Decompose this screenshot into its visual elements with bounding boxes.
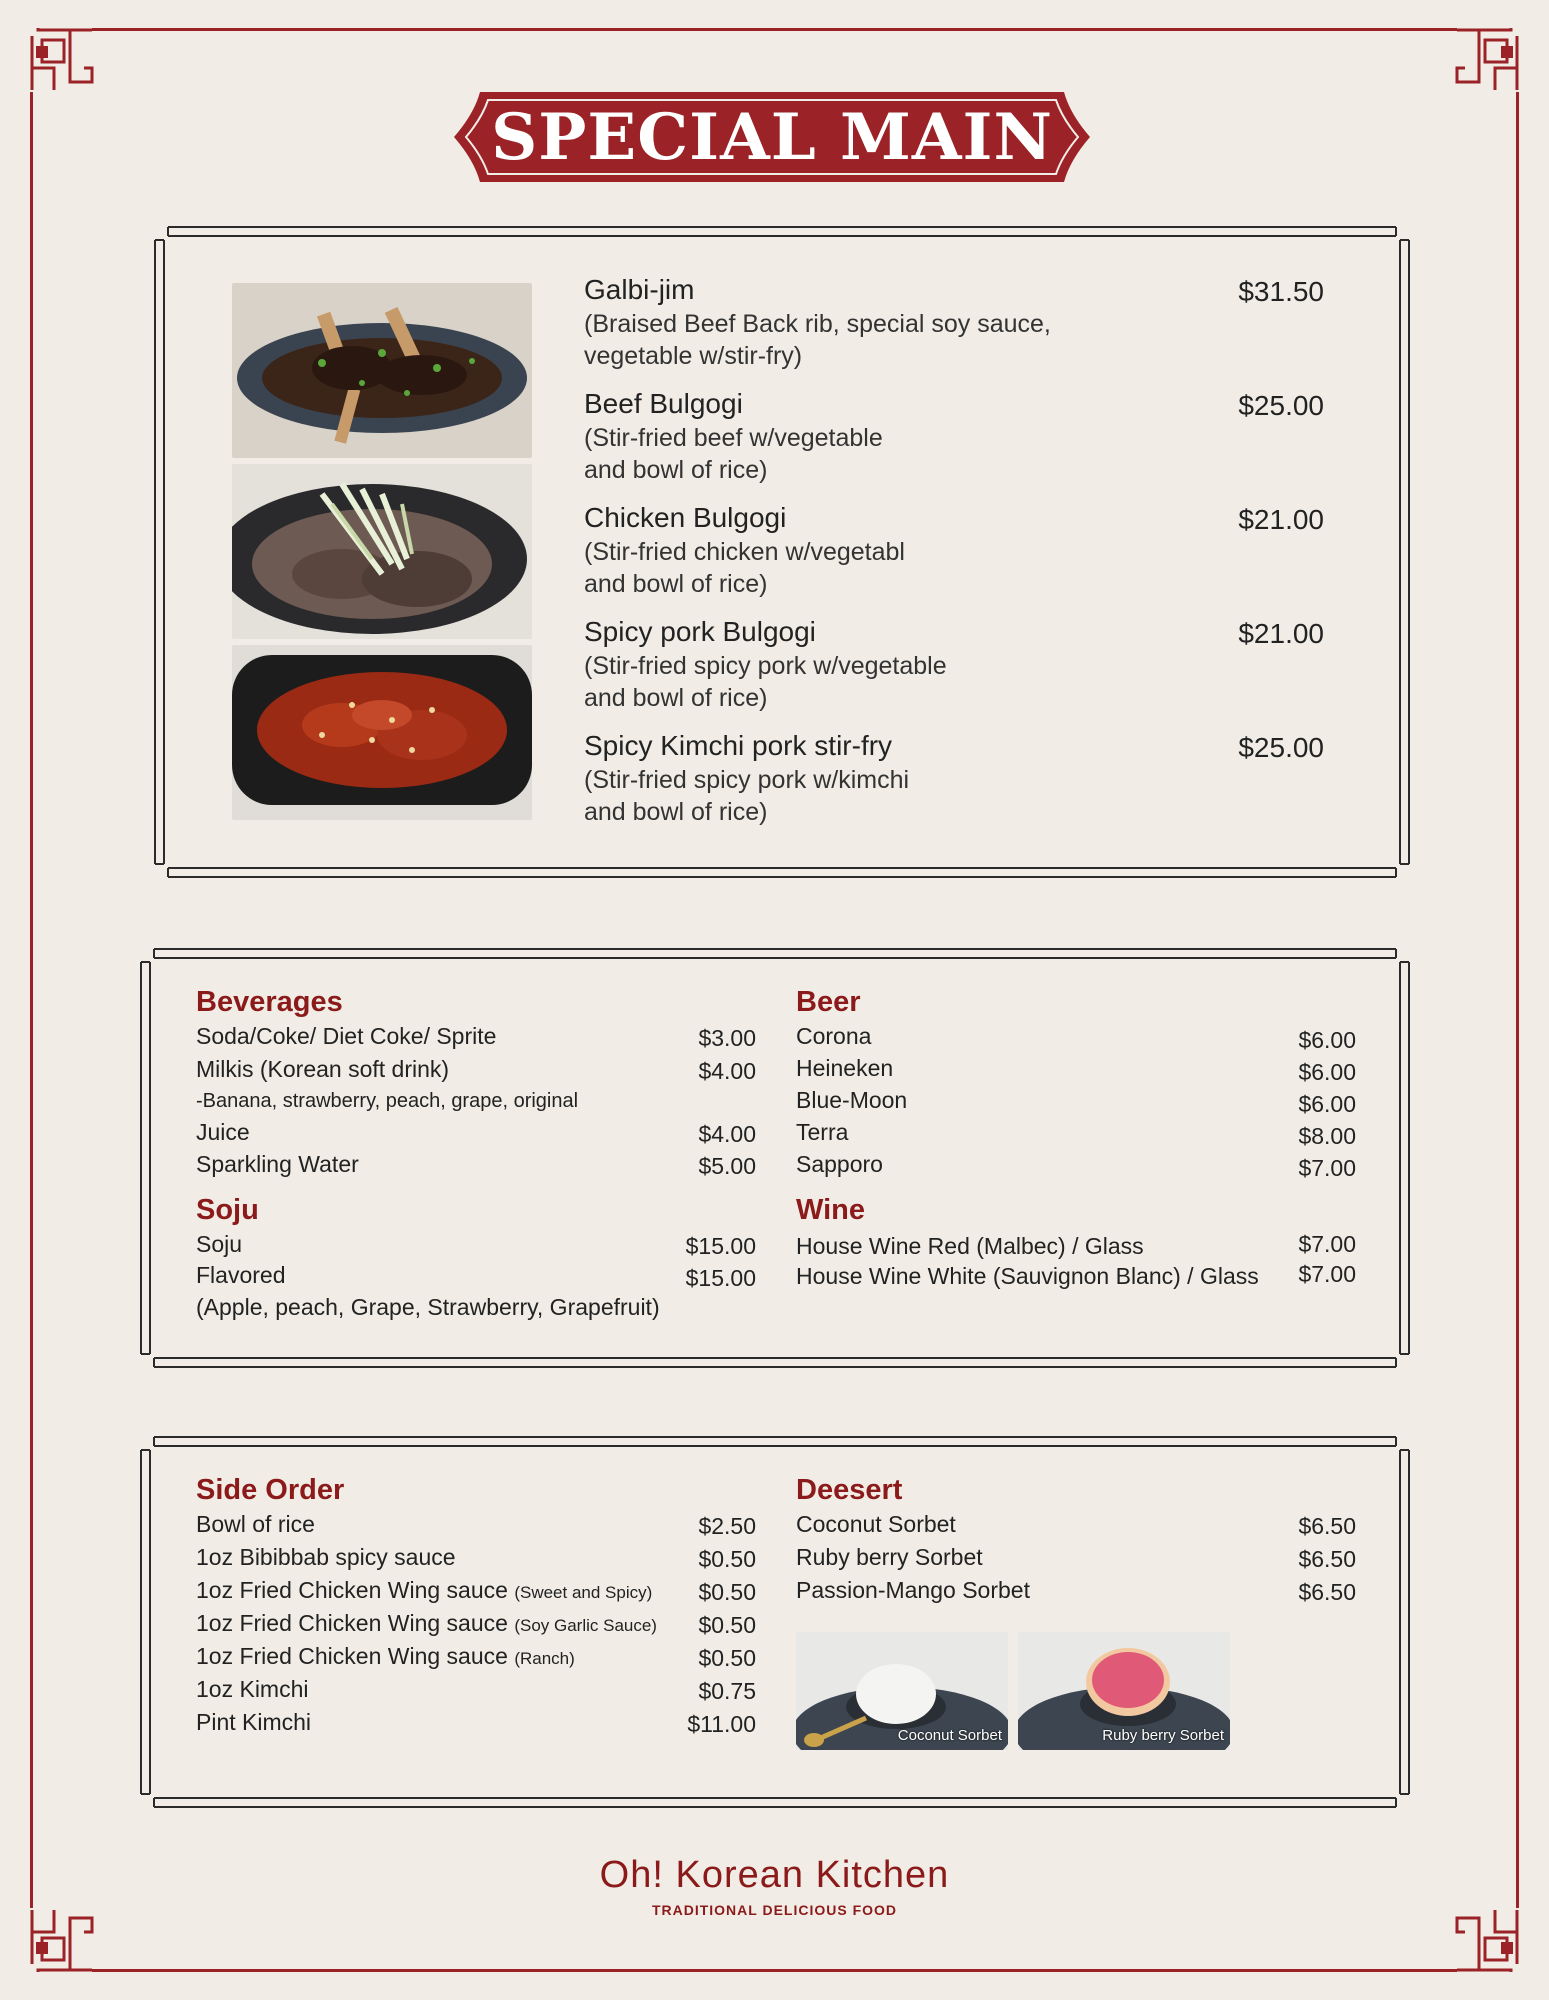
main-item-desc: and bowl of rice) — [584, 798, 768, 826]
main-item-name: Spicy Kimchi pork stir-fry — [584, 730, 893, 761]
wine-price: $7.00 — [1298, 1231, 1356, 1257]
main-item-desc: (Stir-fried chicken w/vegetabl — [584, 538, 905, 566]
soju-price: $15.00 — [685, 1265, 756, 1291]
corner-ornament-top-right — [1455, 28, 1519, 92]
beverage-name: Juice — [196, 1119, 250, 1145]
frame-left-line — [30, 92, 33, 1908]
beer-name: Blue-Moon — [796, 1087, 908, 1113]
side-item-row — [196, 1643, 575, 1670]
page-title: SPECIAL MAIN — [491, 99, 1053, 175]
main-item-name: Spicy pork Bulgogi — [584, 616, 816, 647]
side-item-name: 1oz Kimchi — [196, 1676, 309, 1702]
beer-price: $6.00 — [1298, 1059, 1356, 1085]
beer-price: $8.00 — [1298, 1123, 1356, 1149]
beverage-name: Milkis (Korean soft drink) — [196, 1056, 450, 1082]
frame-bottom-line — [92, 1969, 1457, 1972]
restaurant-name: Oh! Korean Kitchen — [599, 1854, 950, 1896]
soju-name: Flavored — [196, 1262, 286, 1288]
wine-price: $7.00 — [1298, 1261, 1356, 1287]
milkis-flavors-note: -Banana, strawberry, peach, grape, original — [196, 1090, 579, 1112]
side-item-note: (Soy Garlic Sauce) — [514, 1616, 657, 1635]
side-item-name: 1oz Fried Chicken Wing sauce — [196, 1610, 508, 1636]
main-item-name: Galbi-jim — [584, 274, 695, 305]
main-item-desc: and bowl of rice) — [584, 570, 768, 598]
main-item-price: $31.50 — [1238, 276, 1324, 307]
beer-name: Corona — [796, 1023, 872, 1049]
wine-name: House Wine Red (Malbec) / Glass — [796, 1233, 1144, 1259]
frame-top-line — [92, 28, 1457, 31]
main-item-price: $25.00 — [1238, 390, 1324, 421]
title-banner — [452, 90, 1092, 184]
side-item-row — [196, 1577, 652, 1604]
galbi-jim-photo — [232, 283, 532, 458]
side-dessert-box — [140, 1436, 1410, 1808]
dessert-price: $6.50 — [1298, 1579, 1356, 1605]
drinks-box — [140, 948, 1410, 1368]
side-item-name: 1oz Fried Chicken Wing sauce — [196, 1643, 508, 1669]
main-item-price: $21.00 — [1238, 504, 1324, 535]
coconut-sorbet-caption: Coconut Sorbet — [897, 1727, 1002, 1744]
corner-ornament-top-left — [30, 28, 94, 92]
side-item-row — [196, 1610, 657, 1637]
main-item-desc: (Stir-fried beef w/vegetable — [584, 424, 883, 452]
ruby-berry-sorbet-caption: Ruby berry Sorbet — [1102, 1727, 1224, 1744]
beer-price: $7.00 — [1298, 1155, 1356, 1181]
side-item-note: (Ranch) — [514, 1649, 575, 1668]
dessert-name: Ruby berry Sorbet — [796, 1544, 983, 1570]
beverage-price: $3.00 — [698, 1025, 756, 1051]
side-item-name: 1oz Bibibbab spicy sauce — [196, 1544, 456, 1570]
side-item-price: $0.75 — [698, 1678, 756, 1704]
beer-name: Terra — [796, 1119, 849, 1145]
beef-bulgogi-photo — [232, 464, 532, 639]
beer-price: $6.00 — [1298, 1091, 1356, 1117]
main-item-name: Beef Bulgogi — [584, 388, 743, 419]
main-item-desc: and bowl of rice) — [584, 684, 768, 712]
main-item-desc: and bowl of rice) — [584, 456, 768, 484]
beverage-name: Sparkling Water — [196, 1151, 359, 1177]
soju-price: $15.00 — [685, 1233, 756, 1259]
beer-name: Sapporo — [796, 1151, 883, 1177]
side-item-name: Bowl of rice — [196, 1511, 315, 1537]
special-main-box — [154, 226, 1410, 878]
main-item-desc: vegetable w/stir-fry) — [584, 342, 803, 370]
beer-title: Beer — [796, 986, 861, 1018]
side-item-price: $0.50 — [698, 1645, 756, 1671]
side-item-price: $11.00 — [687, 1711, 756, 1737]
main-item-desc: (Braised Beef Back rib, special soy sauce, — [584, 310, 1051, 338]
ruby-berry-sorbet-photo — [1018, 1632, 1230, 1750]
side-order-title: Side Order — [196, 1474, 345, 1506]
frame-right-line — [1516, 92, 1519, 1908]
dessert-price: $6.50 — [1298, 1513, 1356, 1539]
side-item-name: Pint Kimchi — [196, 1709, 312, 1735]
dessert-price: $6.50 — [1298, 1546, 1356, 1572]
side-item-note: (Sweet and Spicy) — [514, 1583, 653, 1602]
beer-price: $6.00 — [1298, 1027, 1356, 1053]
main-item-name: Chicken Bulgogi — [584, 502, 787, 533]
side-item-name: 1oz Fried Chicken Wing sauce — [196, 1577, 508, 1603]
beverage-price: $4.00 — [698, 1121, 756, 1147]
side-item-price: $0.50 — [698, 1579, 756, 1605]
dessert-name: Coconut Sorbet — [796, 1511, 956, 1537]
side-item-price: $0.50 — [698, 1546, 756, 1572]
dessert-name: Passion-Mango Sorbet — [796, 1577, 1030, 1603]
coconut-sorbet-photo — [796, 1632, 1008, 1750]
soju-name: Soju — [196, 1231, 243, 1257]
soju-title: Soju — [196, 1194, 259, 1226]
beverage-price: $4.00 — [698, 1058, 756, 1084]
wine-title: Wine — [796, 1194, 866, 1226]
beverage-name: Soda/Coke/ Diet Coke/ Sprite — [196, 1023, 497, 1049]
main-item-price: $25.00 — [1238, 732, 1324, 763]
beverage-price: $5.00 — [698, 1153, 756, 1179]
dessert-title: Deesert — [796, 1474, 903, 1506]
main-item-desc: (Stir-fried spicy pork w/kimchi — [584, 766, 910, 794]
main-item-price: $21.00 — [1238, 618, 1324, 649]
spicy-pork-photo — [232, 645, 532, 820]
main-item-desc: (Stir-fried spicy pork w/vegetable — [584, 652, 947, 680]
restaurant-tagline: TRADITIONAL DELICIOUS FOOD — [651, 1902, 898, 1918]
soju-flavors-note: (Apple, peach, Grape, Strawberry, Grapefruit) — [196, 1294, 660, 1320]
side-item-price: $2.50 — [698, 1513, 756, 1539]
side-item-price: $0.50 — [698, 1612, 756, 1638]
beer-name: Heineken — [796, 1055, 894, 1081]
wine-name: House Wine White (Sauvignon Blanc) / Glass — [796, 1263, 1259, 1289]
beverages-title: Beverages — [196, 986, 343, 1018]
